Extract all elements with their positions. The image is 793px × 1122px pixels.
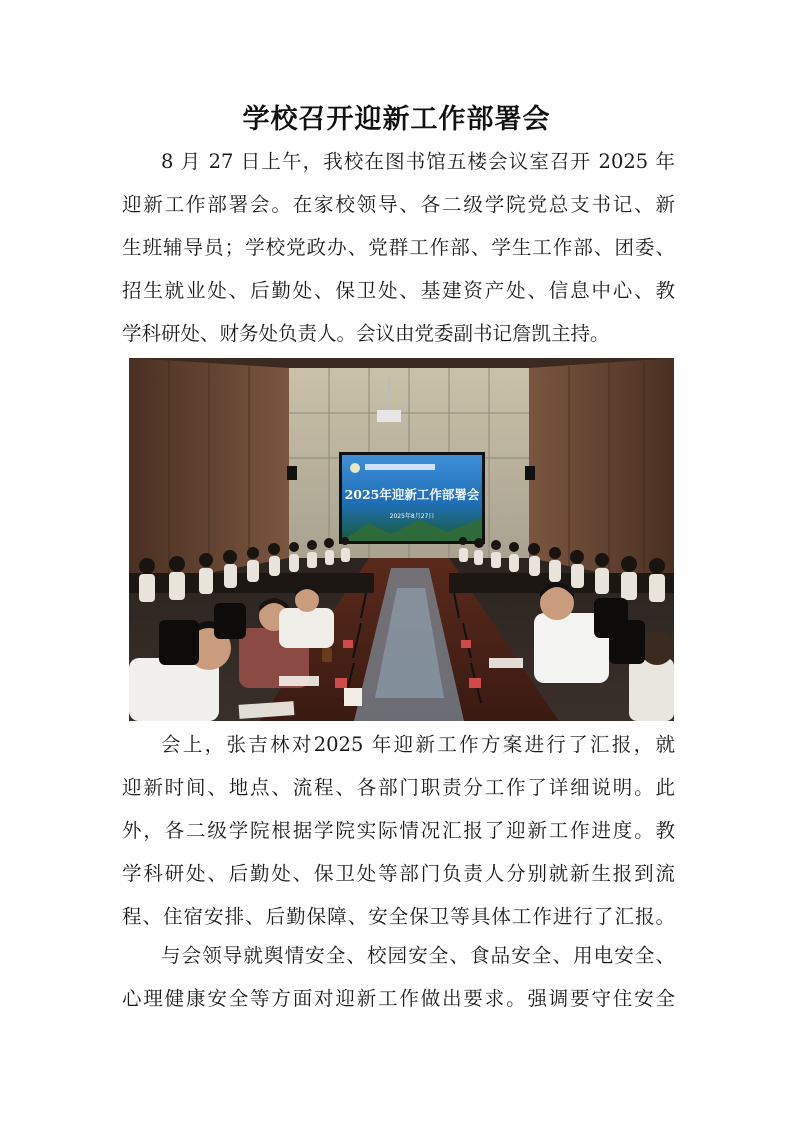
paragraph-2 (122, 723, 675, 938)
paragraph-line: 8 月 27 日上午，我校在图书馆五楼会议室召开 2025 年 (161, 150, 675, 173)
paper-cup-holder (344, 688, 362, 706)
paragraph-line: 迎新工作部署会。在家校领导、各二级学院党总支书记、新 (122, 193, 675, 216)
paragraph-line: 迎新时间、地点、流程、各部门职责分工作了详细说明。此 (122, 776, 675, 799)
article-title: 学校召开迎新工作部署会 (242, 104, 551, 135)
screen-date: 2025年8月27日 (389, 513, 435, 520)
speaker-left (287, 466, 297, 480)
paragraph-line: 招生就业处、后勤处、保卫处、基建资产处、信息中心、教 (122, 279, 675, 302)
speaker-right (525, 466, 535, 480)
screen-title: 2025年迎新工作部署会 (344, 487, 480, 502)
paragraph-line: 学科研处、财务处负责人。会议由党委副书记詹凯主持。 (122, 322, 610, 345)
paragraph-3 (122, 934, 675, 1020)
paragraph-line: 会上，张吉林对2025 年迎新工作方案进行了汇报，就 (161, 733, 675, 756)
projector (377, 410, 401, 422)
paragraph-line: 与会领导就舆情安全、校园安全、食品安全、用电安全、 (161, 944, 675, 967)
paragraph-line: 程、住宿安排、后勤保障、安全保卫等具体工作进行了汇报。 (122, 905, 675, 928)
paragraph-1 (122, 140, 675, 355)
paragraph-line: 心理健康安全等方面对迎新工作做出要求。强调要守住安全 (122, 987, 675, 1010)
paragraph-line: 学科研处、后勤处、保卫处等部门负责人分别就新生报到流 (122, 862, 675, 885)
paragraph-line: 生班辅导员；学校党政办、党群工作部、学生工作部、团委、 (122, 236, 675, 259)
paragraph-line: 外，各二级学院根据学院实际情况汇报了迎新工作进度。教 (122, 819, 675, 842)
meeting-photo (129, 358, 674, 721)
